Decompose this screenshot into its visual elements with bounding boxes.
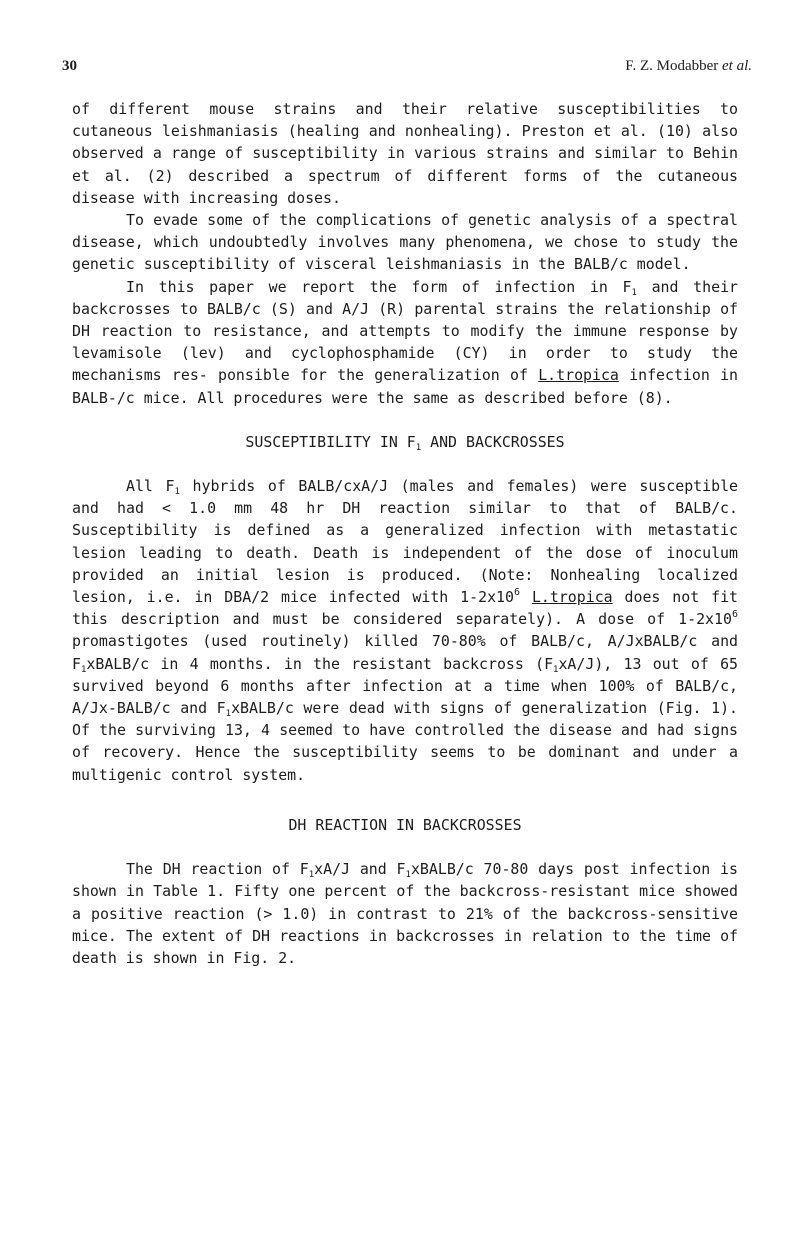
text-run: and their backcrosses to BALB/c (S) and A/J (R) parental strains the relationship of DH reaction to resistance, and attempts to modify the immune response by levamisole (lev) and cyclophosphamide (CY) in order to study the mechanisms res- ponsible for the generalization of	[72, 277, 739, 385]
text-run: AND BACKCROSSES	[421, 432, 565, 451]
text-run	[520, 588, 532, 606]
paragraph-4	[72, 475, 738, 786]
text-run: xBALB/c 70-80 days post infection is shown in Table 1. Fifty one percent of the backcross-resistant mice showed a positive reaction (> 1.0) in contrast to 21% of the backcross-sensitive mice. The extent of DH reactions in backcrosses in relation to the time of death is shown in Fig. 2.	[72, 860, 738, 967]
subscript: 1	[631, 287, 637, 298]
text-run: does not fit this description and must be considered separately). A dose of 1-2x10	[72, 588, 739, 629]
text-run: xBALB/c in 4 months. in the resistant backcross (F	[86, 654, 554, 673]
text-run: xA/J and F	[314, 860, 406, 879]
text-run: xA/J), 13 out of 65 survived beyond 6 months after infection at a time when 100% of BALB/c, A/Jx-BALB/c and F	[72, 654, 739, 718]
section-heading-susceptibility	[72, 431, 738, 453]
paragraph-5	[72, 858, 738, 969]
subscript: 1	[174, 487, 180, 498]
paragraph-2: To evade some of the complications of genetic analysis of a spectral disease, which undoubtedly involves many phenomena, we chose to study the genetic susceptibility of visceral leishmaniasis in the BALB/c model.	[72, 211, 738, 274]
page-number: 30	[62, 58, 77, 74]
running-head	[625, 58, 752, 75]
superscript: 6	[731, 609, 738, 621]
text-run: The DH reaction of F	[126, 860, 309, 879]
text-run: In this paper we report the form of infection in F	[126, 277, 632, 296]
paragraph-3	[72, 276, 738, 409]
subscript: 1	[553, 664, 559, 675]
species-name: L.tropica	[531, 588, 613, 607]
subscript: 1	[415, 442, 422, 453]
article-body	[72, 98, 738, 969]
page-header	[62, 58, 752, 82]
text-run: SUSCEPTIBILITY IN F	[245, 432, 416, 451]
subscript: 1	[308, 870, 315, 881]
text-run: xBALB/c were dead with signs of generalization (Fig. 1). Of the surviving 13, 4 seemed to have controlled the disease and had signs of recovery. Hence the susceptibility seems to be dominant and under a multigenic control system.	[72, 699, 738, 784]
text-run: hybrids of BALB/cxA/J (males and females) were susceptible and had < 1.0 mm 48 hr DH reaction similar to that of BALB/c. Susceptibility is defined as a generalized infection with metastatic lesion leading to death. Death is independent of the dose of inoculum provided an initial lesion is produced. (Note: Nonhealing localized lesion, i.e. in DBA/2 mice infected with 1-2x10	[72, 477, 739, 607]
subscript: 1	[225, 709, 232, 720]
superscript: 6	[513, 587, 521, 599]
subscript: 1	[80, 664, 87, 675]
subscript: 1	[405, 870, 411, 881]
paragraph-1: of different mouse strains and their relative susceptibilities to cutaneous leishmaniasis (healing and nonhealing). Preston et al. (10) also observed a range of susceptibility in various strains and similar to Behin et al. (2) described a spectrum of different forms of the cutaneous disease with increasing doses.	[72, 100, 738, 207]
running-head-author: F. Z. Modabber	[625, 58, 719, 74]
text-run: promastigotes (used routinely) killed 70-80% of BALB/c, A/JxBALB/c and F	[72, 632, 738, 673]
species-name: L.tropica	[538, 366, 619, 385]
running-head-etal: et al.	[722, 58, 752, 74]
text-run: All F	[126, 477, 175, 496]
section-heading-dh-reaction: DH REACTION IN BACKCROSSES	[288, 815, 522, 834]
text-run: infection in BALB-/c mice. All procedures were the same as described before (8).	[72, 366, 739, 407]
